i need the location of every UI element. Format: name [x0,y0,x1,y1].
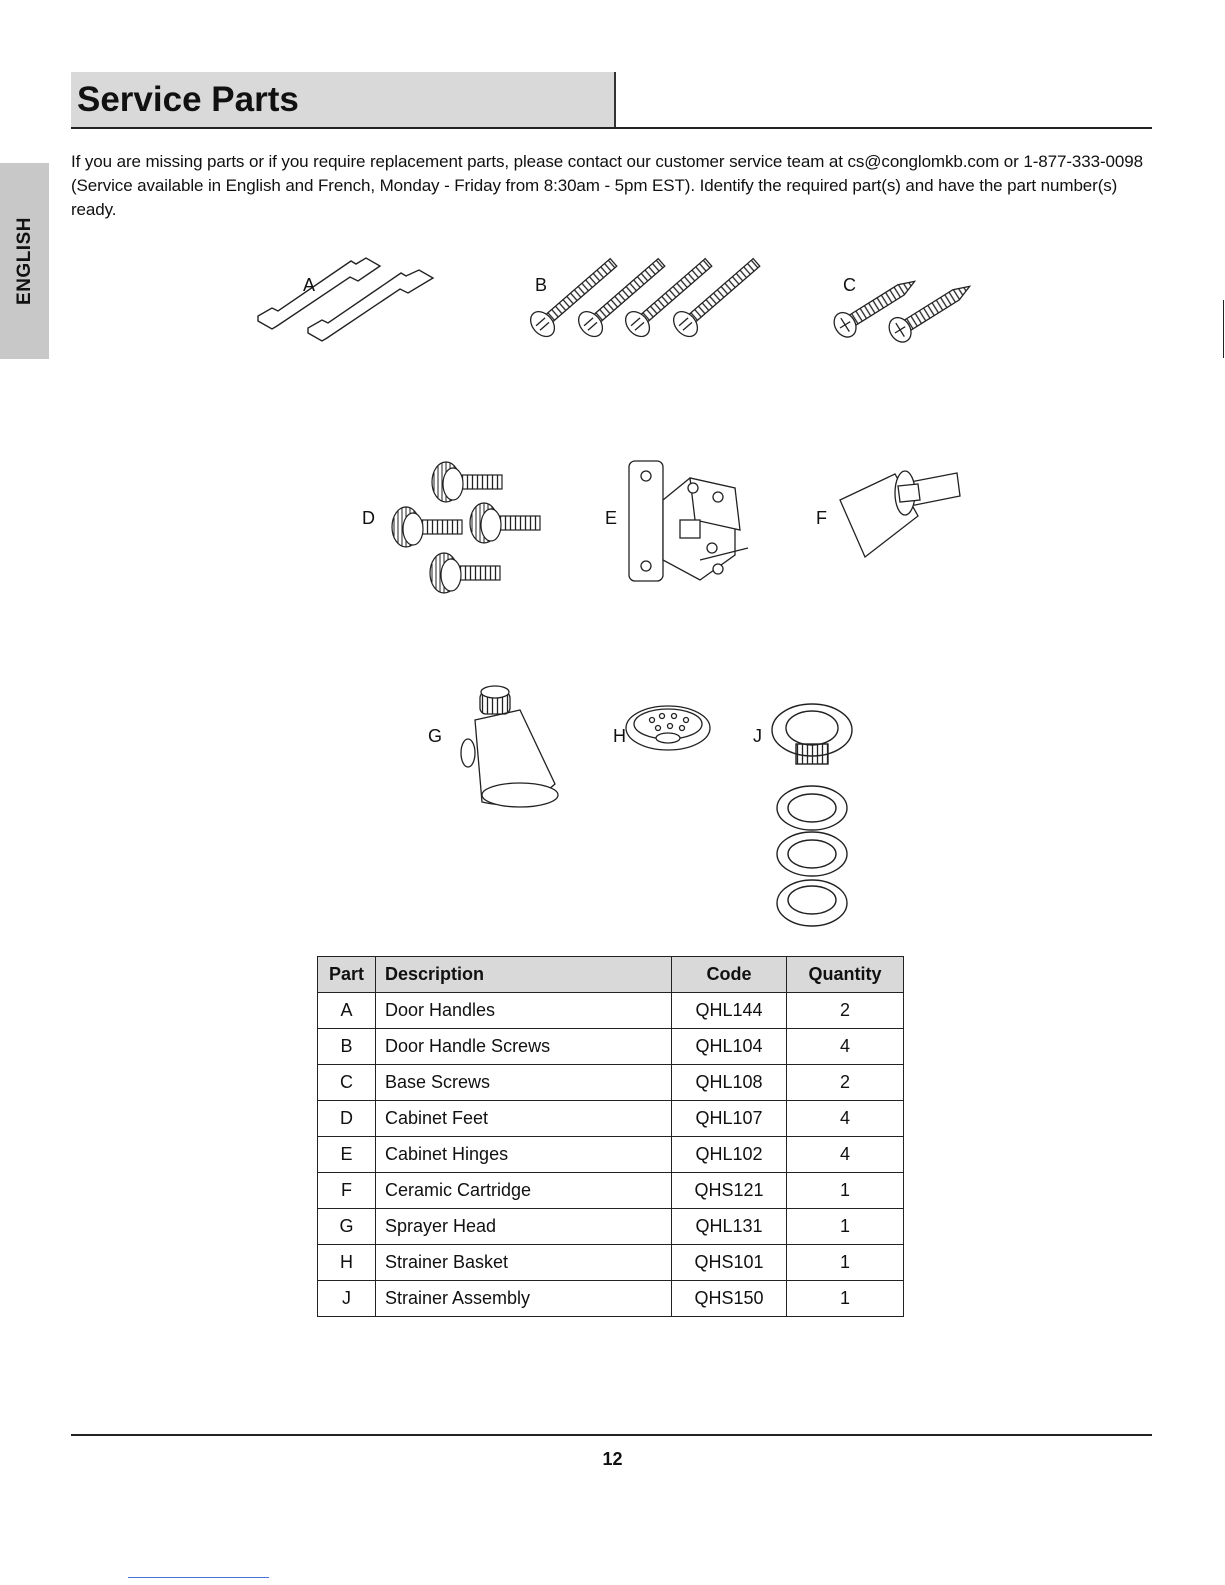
part-label-j: J [753,726,762,746]
cell-quantity: 1 [787,1173,904,1209]
cell-description: Cabinet Feet [376,1101,672,1137]
cell-quantity: 4 [787,1029,904,1065]
cell-code: QHL144 [672,993,787,1029]
table-row [318,1173,904,1209]
door-handle-screws-drawing [526,252,766,341]
cell-description: Cabinet Hinges [376,1137,672,1173]
cell-part: H [318,1245,376,1281]
cell-description: Door Handle Screws [376,1029,672,1065]
table-header-row [318,957,904,993]
cell-part: F [318,1173,376,1209]
sprayer-head-drawing [461,686,558,807]
table-row [318,1101,904,1137]
parts-table [317,956,904,1317]
cell-quantity: 4 [787,1137,904,1173]
cell-quantity: 1 [787,1245,904,1281]
door-handles-drawing [258,258,433,341]
cabinet-feet-drawing [392,462,540,593]
col-header-quantity: Quantity [787,957,904,993]
cell-code: QHL131 [672,1209,787,1245]
cell-part: A [318,993,376,1029]
cell-code: QHS101 [672,1245,787,1281]
footer-divider [71,1434,1152,1436]
table-row [318,1209,904,1245]
cell-description: Strainer Basket [376,1245,672,1281]
col-header-code: Code [672,957,787,993]
language-tab-label: ENGLISH [13,217,35,305]
col-header-description: Description [376,957,672,993]
footer-link-underline [128,1577,269,1578]
table-row [318,1029,904,1065]
table-row [318,1137,904,1173]
intro-line-1: If you are missing parts or if you require replacement parts, please contact our customer service team at cs@conglomkb.com or 1-877-333-0098 [71,152,1143,171]
part-label-b: B [535,275,548,295]
cell-part: D [318,1101,376,1137]
cell-quantity: 4 [787,1101,904,1137]
cell-code: QHL107 [672,1101,787,1137]
cell-code: QHS150 [672,1281,787,1317]
table-row [318,1065,904,1101]
cell-description: Ceramic Cartridge [376,1173,672,1209]
strainer-basket-drawing [626,706,710,750]
cell-quantity: 1 [787,1281,904,1317]
cabinet-hinge-drawing [629,461,748,581]
page-number: 12 [602,1449,623,1469]
page-edge-mark [1223,300,1224,358]
table-row [318,993,904,1029]
col-header-part: Part [318,957,376,993]
cell-description: Door Handles [376,993,672,1029]
part-label-e: E [605,508,618,528]
page-title: Service Parts [77,80,299,119]
part-label-d: D [362,508,375,528]
cell-code: QHL102 [672,1137,787,1173]
cell-code: QHS121 [672,1173,787,1209]
cell-part: J [318,1281,376,1317]
cell-quantity: 2 [787,993,904,1029]
part-label-g: G [428,726,443,746]
cell-part: B [318,1029,376,1065]
cell-part: C [318,1065,376,1101]
cell-code: QHL104 [672,1029,787,1065]
cell-part: E [318,1137,376,1173]
cell-code: QHL108 [672,1065,787,1101]
part-label-c: C [843,275,856,295]
strainer-assembly-drawing [772,704,852,926]
cell-description: Base Screws [376,1065,672,1101]
cell-description: Strainer Assembly [376,1281,672,1317]
intro-line-2: (Service available in English and French, Monday - Friday from 8:30am - 5pm EST). Identify the required part(s) and have the part number(s) ready. [71,176,1118,219]
cell-description: Sprayer Head [376,1209,672,1245]
table-row [318,1281,904,1317]
ceramic-cartridge-drawing [840,471,960,557]
cell-quantity: 2 [787,1065,904,1101]
part-label-h: H [613,726,626,746]
table-row [318,1245,904,1281]
part-label-f: F [816,508,827,528]
cell-quantity: 1 [787,1209,904,1245]
cell-part: G [318,1209,376,1245]
part-label-a: A [303,275,316,295]
